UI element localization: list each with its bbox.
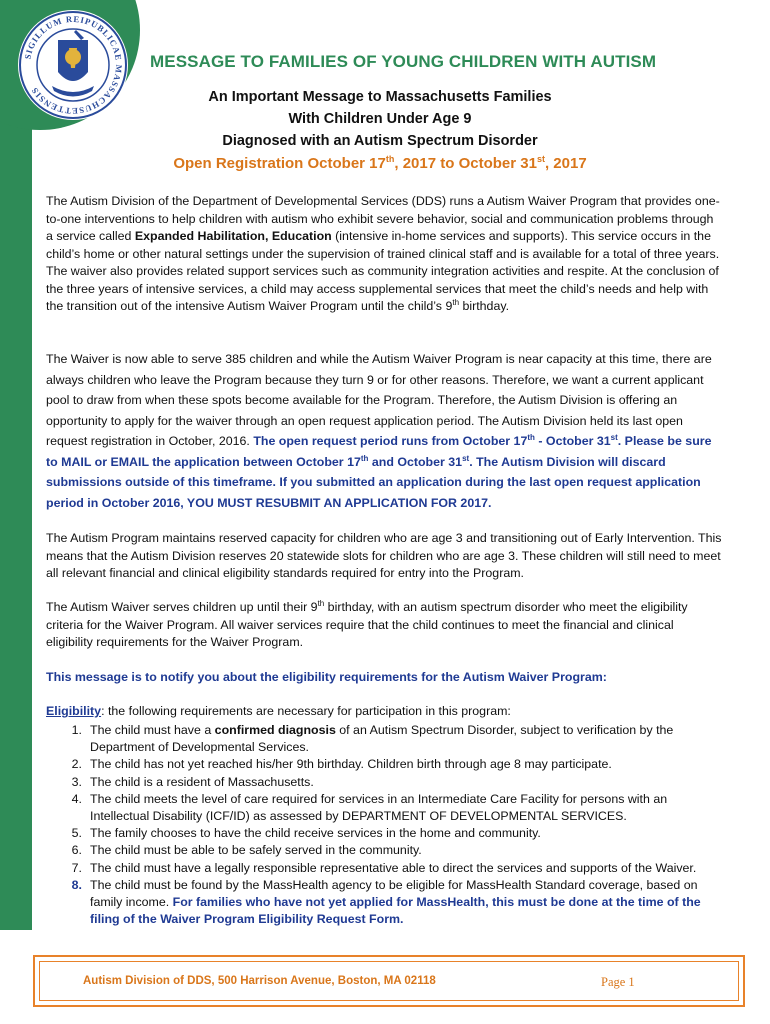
subtitle-3: Diagnosed with an Autism Spectrum Disorder [222,133,538,149]
page-number: Page 1 [601,975,635,989]
list-item: 5. The family chooses to have the child receive services in the home and community. [71,826,541,841]
subtitle-2: With Children Under Age 9 [288,111,472,127]
list-item: 7. The child must have a legally responsible representative able to direct the services and supports of the Waiver. [71,860,697,875]
paragraph-reserved-capacity: The Autism Program maintains reserved capacity for children who are age 3 and transitioning out of Early Intervention. This means that the Autism Division reserves 20 statewide slots for children who are age 3. These children will still need to meet all relevant financial and clinical eligibility standards required for entry into the Program. [46,531,722,580]
page-title: MESSAGE TO FAMILIES OF YOUNG CHILDREN WITH AUTISM [150,52,657,71]
list-item: 2. The child has not yet reached his/her 9th birthday. Children birth through age 8 may participate. [71,757,612,772]
paragraph-open-registration: The Waiver is now able to serve 385 children and while the Autism Waiver Program is near capacity at this time, there are always children who leave the Program because they turn 9 or for other reasons. Therefore, we want a current applicant pool to draw from when these spots become available for the Program. Therefore, the Autism Division is offering an opportunity to apply for the waiver through an open request application period. The Autism Division held its last open request registration in October, 2016. The open request period runs from October 17th - October 31st. Please be sure to MAIL or EMAIL the application between October 17th and October 31st. The Autism Division will discard submissions outside of this timeframe. If you submitted an application during the last open request application period in October 2016, YOU MUST RESUBMIT AN APPLICATION FOR 2017. [46,352,712,510]
eligibility-heading: Eligibility: the following requirements are necessary for participation in this program: [46,704,511,718]
eligibility-notice: This message is to notify you about the eligibility requirements for the Autism Waiver Program: [46,670,607,684]
paragraph-eligibility-criteria: The Autism Waiver serves children up until their 9th birthday, with an autism spectrum disorder who meet the eligibility criteria for the Waiver Program. All waiver services require that the child continues to meet the financial and clinical eligibility requirements for the Waiver Program. [46,598,688,649]
page-footer [33,955,745,1007]
massachusetts-seal-icon [18,10,128,120]
paragraph-program-overview: The Autism Division of the Department of Developmental Services (DDS) runs a Autism Waiver Program that provides one-to-one interventions to help children with autism who exhibit severe behavior, social and communication problems through a service called Expanded Habilitation, Education (intensive in-home services and supports). This service occurs in the child’s home or other natural settings under the supervision of trained clinical staff and is available for a total of three years. The waiver also provides related support services such as community integration activities and respite. At the conclusion of the three years of intensive services, a child may access supplemental services that meet the child’s needs and help with the transition out of the intensive Autism Waiver Program until the child’s 9th birthday. [46,194,720,313]
seal-text: SIGILLUM REIPUBLICAE MASSACHUSETTENSIS [22,13,125,117]
list-item: 1. The child must have a confirmed diagnosis of an Autism Spectrum Disorder, subject to verification by the Department of Developmental Services. [71,723,674,755]
list-item: 4. The child meets the level of care required for services in an Intermediate Care Facility for persons with an Intellectual Disability (ICF/ID) as assessed by DEPARTMENT OF DEVELOPMENTAL SERVICES. [71,791,668,824]
list-item: 3. The child is a resident of Massachusetts. [71,774,314,789]
requirements-list [46,722,722,928]
registration-dates: Open Registration October 17th, 2017 to October 31st, 2017 [173,154,587,172]
subtitle-1: An Important Message to Massachusetts Families [208,89,552,105]
footer-address: Autism Division of DDS, 500 Harrison Avenue, Boston, MA 02118 [83,975,436,987]
list-item: 6. The child must be able to be safely served in the community. [71,843,422,858]
left-green-bar [0,0,32,930]
list-item: 8. The child must be found by the MassHealth agency to be eligible for MassHealth Standard coverage, based on family income. For families who have not yet applied for MassHealth, this must be done at the time of the filing of the Waiver Program Eligibility Request Form. [71,877,701,927]
